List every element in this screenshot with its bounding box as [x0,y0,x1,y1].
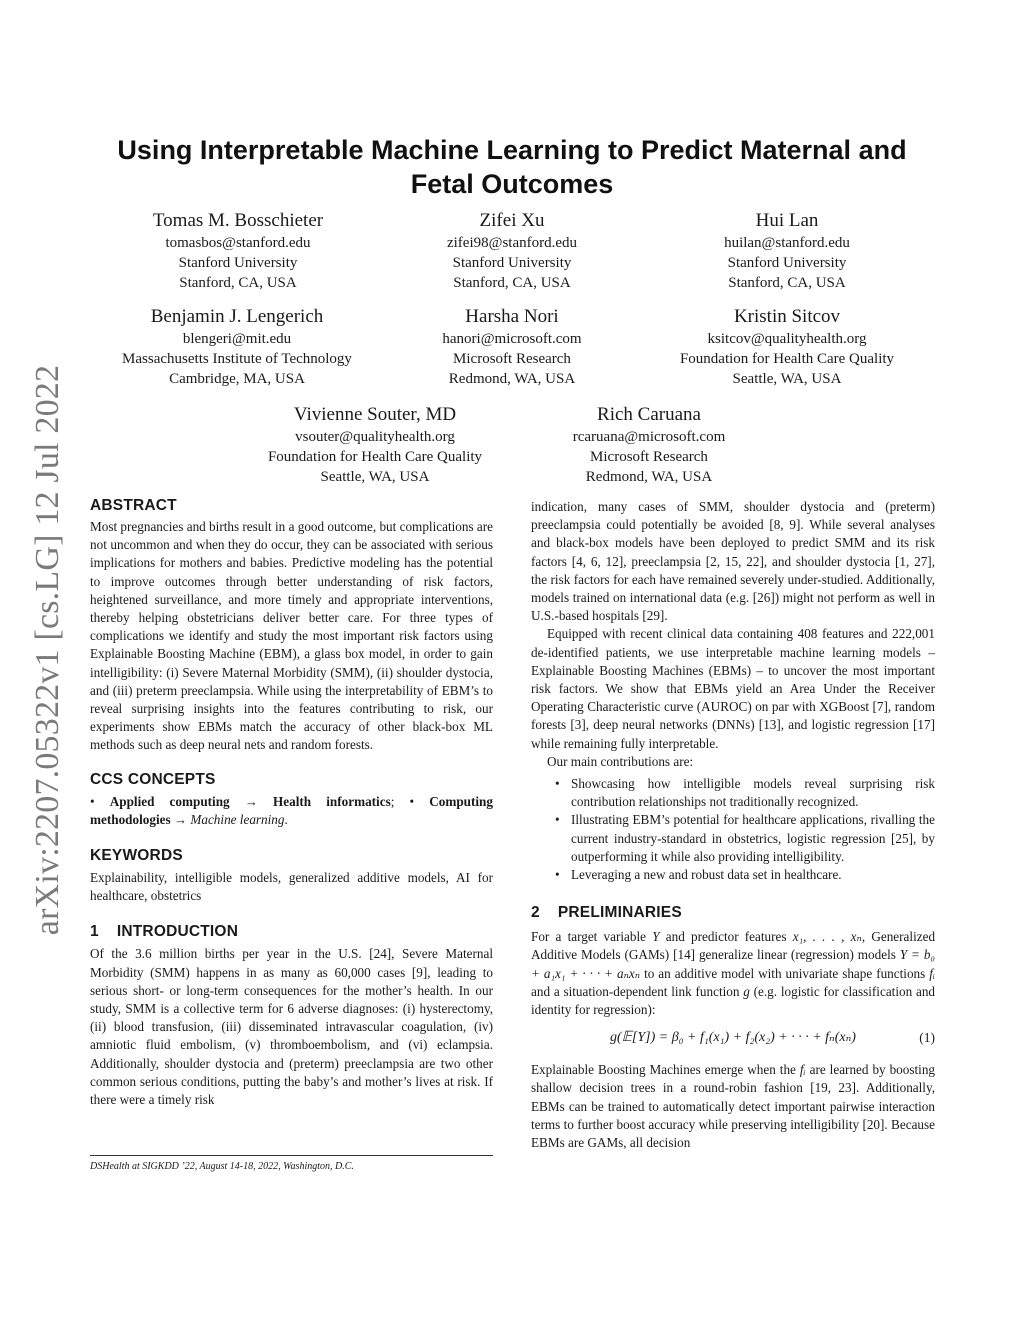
equation-1 [531,1029,935,1053]
abstract-text: Most pregnancies and births result in a good outcome, but complications are not uncommon and when they do occur, they can be associated with serious implications for mothers and babies. Predictive modeling has the potential to improve outcomes through better understanding of risk factors, heightened surveillance, and more timely and appropriate interventions, thereby helping obstetricians deliver better care. For three types of complications we identify and study the most important risk factors using Explainable Boosting Machine (EBM), a glass box model, in order to gain intelligibility: (i) Severe Maternal Morbidity (SMM), (ii) shoulder dystocia, and (iii) preterm preeclampsia. While using the interpretability of EBM’s to reveal surprising insights into the features contributing to risk, our experiments show EBMs match the accuracy of other black-box ML methods such as deep neural nets and random forests. [90,519,493,753]
prelim-heading [531,902,935,924]
keywords-text: Explainability, intelligible models, generalized additive models, AI for healthcare, obstetrics [90,870,493,904]
list-item: • Illustrating EBM’s potential for healthcare applications, rivalling the current industry-standard in obstetrics, logistic regression [25], by outperforming it while also providing intelligibility. [571,811,935,866]
author-email: huilan@stanford.edu [724,235,850,251]
ccs-end: . [284,811,288,827]
author-block [98,209,378,293]
intro-paragraph: Of the 3.6 million births per year in the U.S. [24], Severe Maternal Morbidity (SMM) happens in as many as 60,000 cases [9], leading to serious short- or long-term consequences for the mother’s health. In our study, SMM is a collective term for 6 adverse diagnoses: (i) hysterectomy, (ii) blood transfusion, (iii) disseminated intravascular coagulation, (iv) amniotic fluid embolism, (v) thromboembolism, and (vi) eclampsia. Additionally, shoulder dystocia and (preterm) preeclampsia are two other common serious conditions, putting the baby’s and mother’s lives at risk. If there were a timely risk [90,946,493,1108]
ccs-item: Computing methodologies [90,793,493,827]
conference-footnote: DSHealth at SIGKDD ’22, August 14-18, 2022, Washington, D.C. [90,1161,354,1172]
author-block [372,305,652,389]
author-location: Stanford, CA, USA [453,275,571,291]
author-name: Rich Caruana [597,404,701,425]
author-email: rcaruana@microsoft.com [572,429,726,445]
ccs-bullet: • [90,793,95,809]
abstract-heading: ABSTRACT [90,497,177,514]
author-name: Vivienne Souter, MD [293,404,457,425]
author-email: hanori@microsoft.com [442,331,582,347]
author-affiliation: Foundation for Health Care Quality [679,351,895,367]
author-block [372,209,652,293]
author-location: Seattle, WA, USA [732,371,842,387]
ccs-separator: ; [390,793,395,809]
author-block [235,403,515,487]
section-title: PRELIMINARIES [557,904,682,922]
author-block [509,403,789,487]
author-affiliation: Stanford University [452,255,572,271]
author-email: vsouter@qualityhealth.org [295,429,455,445]
author-name: Tomas M. Bosschieter [152,210,324,231]
prelim-paragraph: For a target variable Y and predictor features x₁, . . . , xₙ, Generalized Additive Models (GAMs) [14] generalize linear (regression) models Y = b₀ + a₁x₁ + · · · + aₙxₙ to an additive model with univariate shape functions fᵢ and a situation-dependent link function g (e.g. logistic for classification and identity for regression): [531,929,936,1018]
equation-number: (1) [919,1030,935,1046]
author-block [647,305,927,389]
author-name: Harsha Nori [465,306,559,327]
author-block [647,209,927,293]
intro-paragraph: Equipped with recent clinical data containing 408 features and 222,001 de-identified patients, we use interpretable machine learning models – Explainable Boosting Machines (EBMs) – to uncover the most important risk factors. We show that EBMs yield an Area Under the Receiver Operating Characteristic curve (AUROC) on par with XGBoost [7], random forests [3], deep neural networks (DNNs) [13], and logistic regression [17] while remaining fully interpretable. [531,626,935,751]
intro-heading [90,921,493,943]
arxiv-sidebar [28,360,68,940]
list-item: • Leveraging a new and robust data set in healthcare. [571,866,935,884]
contribution-list [531,775,935,884]
ccs-heading: CCS CONCEPTS [90,770,216,788]
right-column [531,498,935,1152]
ccs-arrow: → [244,793,258,809]
section-title: INTRODUCTION [116,923,239,941]
author-location: Stanford, CA, USA [179,275,297,291]
section-number: 2 [531,904,540,922]
intro-paragraph: Our main contributions are: [547,753,694,769]
author-location: Seattle, WA, USA [320,469,430,485]
author-affiliation: Foundation for Health Care Quality [267,449,483,465]
author-email: ksitcov@qualityhealth.org [707,331,867,347]
author-affiliation: Stanford University [178,255,298,271]
author-email: blengeri@mit.edu [182,331,292,347]
author-affiliation: Massachusetts Institute of Technology [122,351,352,367]
prelim-paragraph: Explainable Boosting Machines emerge when the fᵢ are learned by boosting shallow decision trees in a round-robin fashion [19, 23]. Additionally, EBMs can be trained to automatically detect important pairwise interaction terms to further boost accuracy while preserving intelligibility [20]. Because EBMs are GAMs, all decision [531,1062,936,1151]
footnote-rule [90,1155,493,1156]
left-column [90,495,493,1109]
author-affiliation: Microsoft Research [453,351,571,367]
author-email: tomasbos@stanford.edu [165,235,311,251]
ccs-item: Health informatics [273,793,391,809]
list-item: • Showcasing how intelligible models reveal surprising risk contribution relationships not traditionally recognized. [571,775,935,811]
equation-body: g(𝔼[Y]) = β₀ + f₁(x₁) + f₂(x₂) + · · · + fₙ(xₙ) [610,1030,856,1046]
ccs-concepts [90,793,493,829]
ccs-bullet: • [409,793,415,809]
author-name: Kristin Sitcov [733,306,841,327]
author-name: Hui Lan [755,210,819,231]
author-location: Redmond, WA, USA [585,469,713,485]
section-number: 1 [90,923,99,941]
intro-paragraph-continued: indication, many cases of SMM, shoulder dystocia and (preterm) preeclampsia could potentially be avoided [8, 9]. While several analyses and black-box models have been deployed to predict SMM and its risk factors [4, 6, 12], preeclampsia [2, 15, 22], and shoulder dystocia [1, 27], the risk factors for each have remained severely under-studied. Additionally, models trained on international data (e.g. [26]) might not perform as well in U.S.-based hospitals [29]. [531,499,935,624]
author-affiliation: Microsoft Research [590,449,708,465]
author-affiliation: Stanford University [727,255,847,271]
author-block [97,305,377,389]
arxiv-identifier: arXiv:2207.05322v1 [cs.LG] 12 Jul 2022 [29,364,66,936]
ccs-item: Machine learning [190,811,285,827]
author-location: Stanford, CA, USA [728,275,846,291]
keywords-heading: KEYWORDS [90,847,183,865]
ccs-arrow: → [173,811,188,827]
author-email: zifei98@stanford.edu [446,235,578,251]
paper-title: Using Interpretable Machine Learning to Predict Maternal and Fetal Outcomes [117,135,907,199]
author-name: Zifei Xu [479,210,545,231]
author-location: Cambridge, MA, USA [169,371,305,387]
author-location: Redmond, WA, USA [448,371,576,387]
author-name: Benjamin J. Lengerich [150,306,324,327]
ccs-item: Applied computing [109,793,230,809]
